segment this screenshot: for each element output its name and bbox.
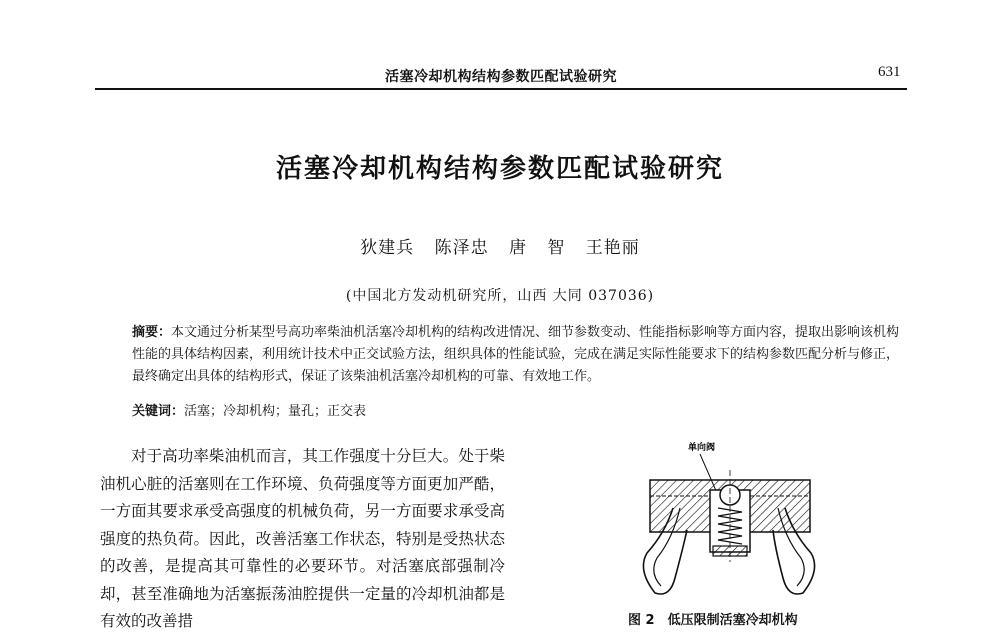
valve-callout-label: 单向阀 (688, 443, 716, 453)
page-number: 631 (878, 64, 901, 80)
affiliation: (中国北方发动机研究所，山西 大同 037036) (345, 288, 655, 304)
running-title: 活塞冷却机构结构参数匹配试验研究 (385, 69, 617, 85)
body-paragraph: 对于高功率柴油机而言，其工作强度十分巨大。处于柴油机心脏的活塞则在工作环境、负荷强度等方面更加严酷，一方面其要求承受高强度的机械负荷，另一方面要求承受高强度的热负荷。因此，改善活塞工作状态，特别是受热状态的改善，是提高其可靠性的必要环节。对活塞底部强制冷却，甚至准确地为活塞振荡油腔提供一定量的冷却机油都是有效的改善措 (100, 447, 505, 630)
abstract-text: 本文通过分析某型号高功率柴油机活塞冷却机构的结构改进情况、细节参数变动、性能指标影响等方面内容，提取出影响该机构性能的具体结构因素，利用统计技术中正交试验方法，组织具体的性能试验，完成在满足实际性能要求下的结构参数匹配分析与修正，最终确定出具体的结构形式，保证了该柴油机活塞冷却机构的可靠、有效地工作。 (132, 325, 900, 384)
abstract (132, 322, 902, 388)
keywords-label: 关键词： (132, 404, 185, 419)
paper-title: 活塞冷却机构结构参数匹配试验研究 (275, 154, 724, 184)
header-divider (95, 88, 907, 90)
cooling-mechanism-drawing (625, 438, 835, 613)
keywords (132, 400, 902, 419)
author-list: 狄建兵 陈泽忠 唐 智 王艳丽 (360, 238, 640, 258)
body-column (100, 443, 505, 636)
figure-caption: 图 2 低压限制活塞冷却机构 (628, 613, 798, 628)
keywords-text: 活塞；冷却机构；量孔；正交表 (184, 404, 367, 419)
figure-diagram (625, 438, 835, 613)
abstract-label: 摘要： (132, 325, 172, 340)
